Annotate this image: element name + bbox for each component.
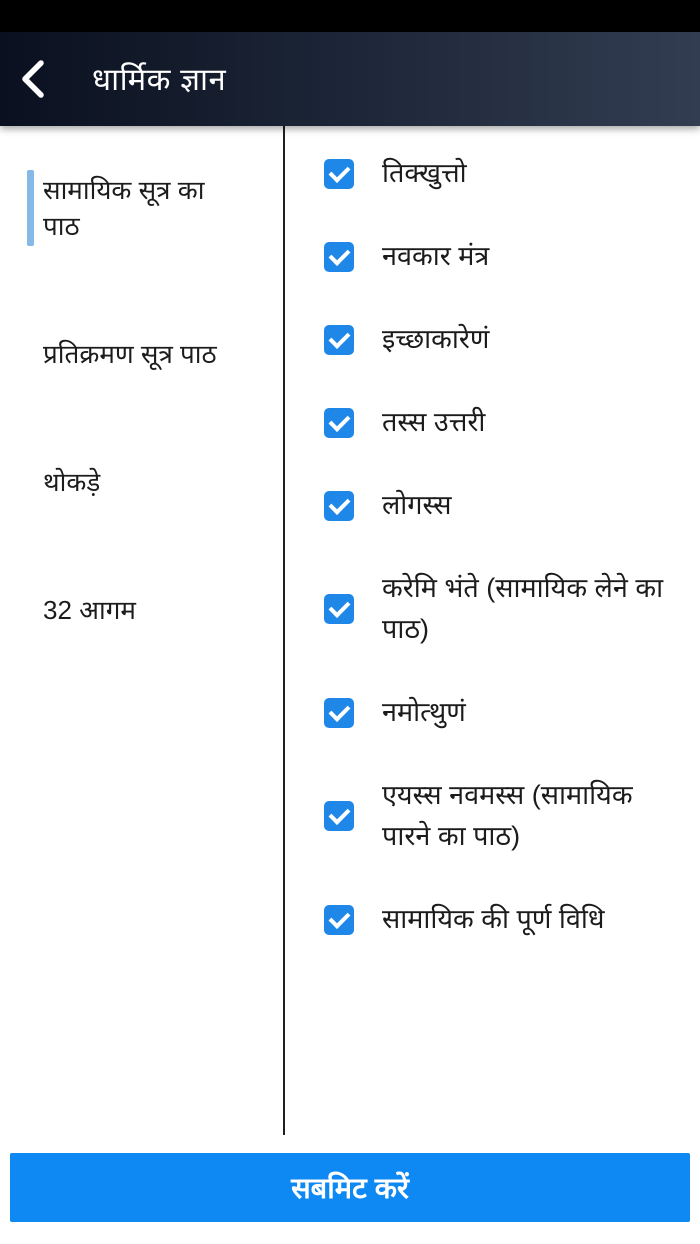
sidebar-item-pratikraman-sutra[interactable] — [0, 334, 283, 374]
checklist-item-label: सामायिक की पूर्ण विधि — [382, 904, 605, 934]
checkbox-checked-icon[interactable] — [324, 325, 354, 355]
checkbox-checked-icon[interactable] — [324, 905, 354, 935]
checkbox-checked-icon[interactable] — [324, 159, 354, 189]
sidebar-item-32-agam[interactable] — [0, 590, 283, 630]
checklist-row — [285, 319, 700, 360]
checklist-row — [285, 899, 700, 940]
back-button[interactable] — [0, 32, 64, 126]
checklist-item-label: एयस्स नवमस्स (सामायिक पारने का पाठ) — [382, 780, 633, 851]
checkbox-checked-icon[interactable] — [324, 698, 354, 728]
checkbox-checked-icon[interactable] — [324, 491, 354, 521]
checklist-row — [285, 402, 700, 443]
checklist-item-label: लोगस्स — [382, 490, 452, 520]
checklist-row — [285, 236, 700, 277]
sidebar-item-label: 32 आगम — [43, 595, 136, 625]
sidebar — [0, 126, 285, 1135]
sidebar-item-label: थोकड़े — [43, 467, 101, 497]
status-bar — [0, 0, 700, 32]
checklist-row — [285, 568, 700, 650]
checklist-row — [285, 485, 700, 526]
checklist-item-label: तिक्खुत्तो — [382, 158, 467, 188]
app-bar — [0, 32, 700, 126]
chevron-left-icon — [19, 59, 45, 99]
checklist-item-label: इच्छाकारेणं — [382, 324, 490, 354]
checklist-row — [285, 153, 700, 194]
sidebar-item-label: प्रतिक्रमण सूत्र पाठ — [43, 339, 217, 369]
checklist-item-label: तस्स उत्तरी — [382, 407, 486, 437]
sidebar-item-thokde[interactable] — [0, 462, 283, 502]
checkbox-checked-icon[interactable] — [324, 242, 354, 272]
content-area — [0, 126, 700, 1135]
submit-button[interactable]: सबमिट करें — [10, 1153, 690, 1222]
sidebar-item-samayik-sutra[interactable] — [0, 170, 283, 246]
checklist-row — [285, 775, 700, 857]
checklist-item-label: करेमि भंते (सामायिक लेने का पाठ) — [382, 573, 664, 644]
checkbox-checked-icon[interactable] — [324, 408, 354, 438]
checklist-item-label: नमोत्थुणं — [382, 697, 466, 727]
checklist — [285, 126, 700, 1135]
footer — [0, 1135, 700, 1244]
checkbox-checked-icon[interactable] — [324, 594, 354, 624]
checklist-row — [285, 692, 700, 733]
page-title: धार्मिक ज्ञान — [92, 62, 227, 97]
checklist-item-label: नवकार मंत्र — [382, 241, 490, 271]
sidebar-item-label: सामायिक सूत्र का पाठ — [43, 175, 205, 241]
checkbox-checked-icon[interactable] — [324, 801, 354, 831]
